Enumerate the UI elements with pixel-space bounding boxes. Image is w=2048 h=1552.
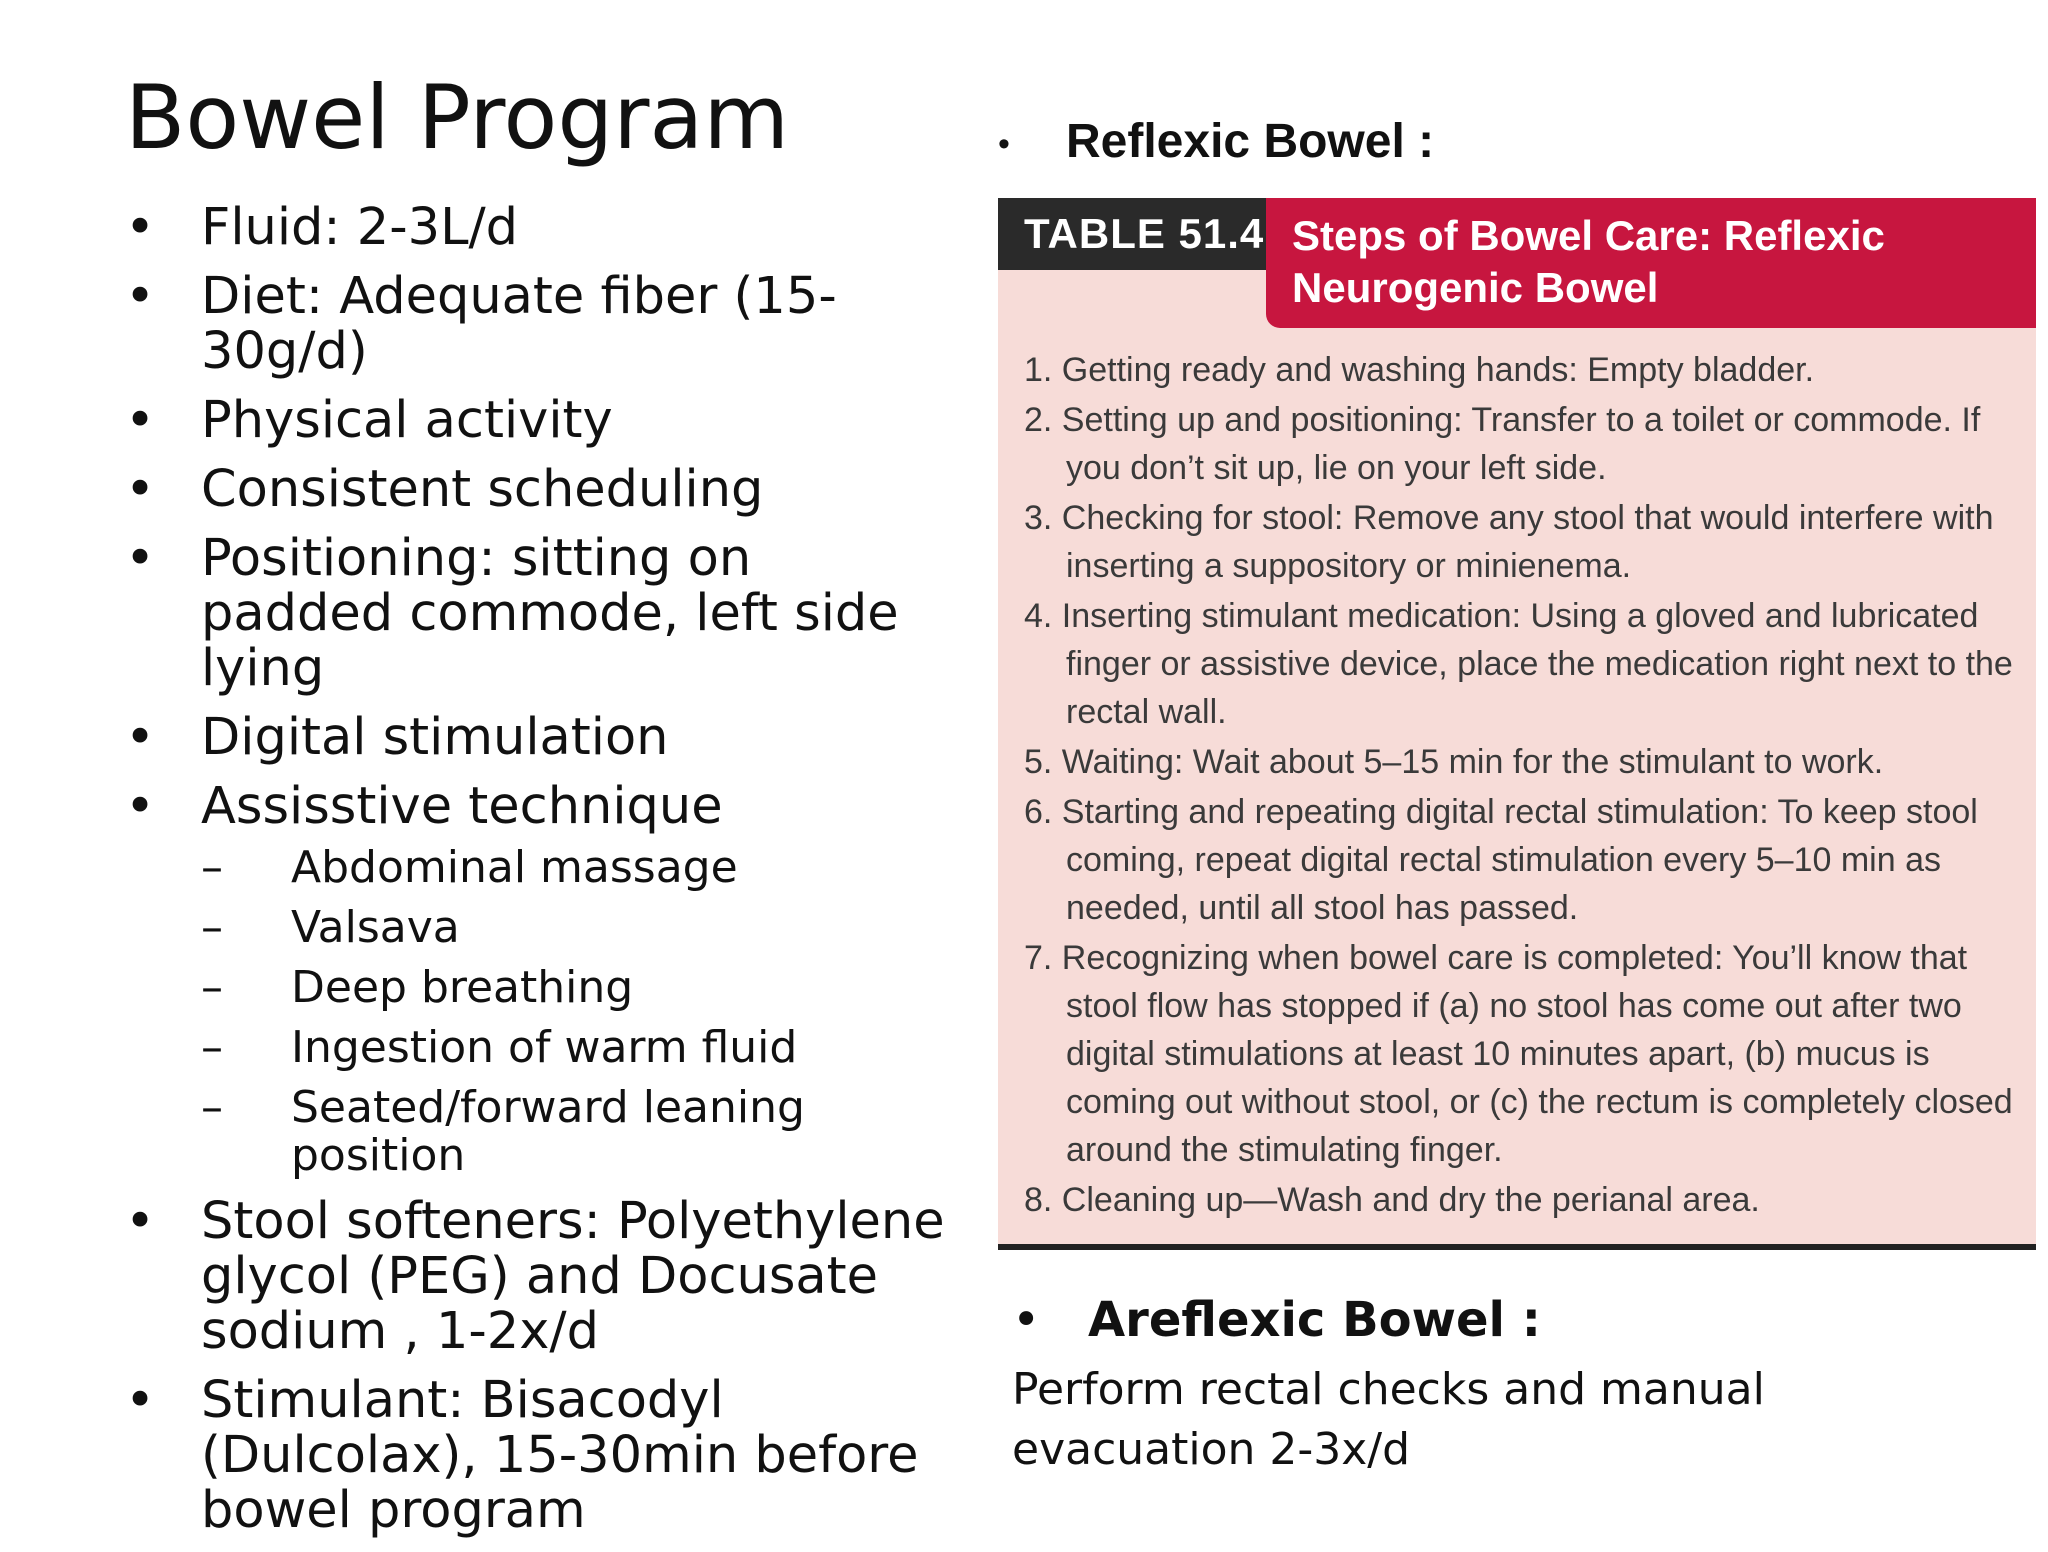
bullet-icon: •	[125, 529, 156, 588]
dash-icon: –	[201, 1082, 223, 1133]
list-item-activity	[125, 393, 955, 448]
bullet-icon: •	[998, 125, 1010, 164]
areflexic-heading	[1012, 1290, 1541, 1350]
list-item-text: Stimulant: Bisacodyl (Dulcolax), 15-30min before bowel program	[201, 1371, 919, 1540]
reflexic-heading-text: Reflexic Bowel :	[1066, 115, 1435, 168]
list-item-assistive-technique	[125, 779, 955, 1180]
reflexic-heading	[998, 112, 1434, 174]
sub-item	[201, 844, 955, 892]
list-item-scheduling	[125, 462, 955, 517]
sub-item-text: Deep breathing	[291, 962, 634, 1013]
table-step: 4. Inserting stimulant medication: Using a gloved and lubricated finger or assistive device, place the medication right next to the rectal wall.	[1024, 597, 2013, 731]
table-label: TABLE 51.4	[998, 198, 1266, 270]
list-item-text: Diet: Adequate fiber (15-30g/d)	[201, 267, 837, 381]
table-title: Steps of Bowel Care: Reflexic Neurogenic Bowel	[1266, 198, 2036, 328]
bullet-icon: •	[125, 1371, 156, 1430]
sub-item	[201, 964, 955, 1012]
sub-item	[201, 904, 955, 952]
bullet-icon: •	[125, 1192, 156, 1251]
list-item-text: Positioning: sitting on padded commode, left side lying	[201, 529, 899, 698]
list-item-stool-softeners	[125, 1194, 955, 1359]
list-item-text: Assisstive technique	[201, 777, 723, 836]
bullet-icon: •	[125, 267, 156, 326]
sub-item-text: Valsava	[291, 902, 460, 953]
dash-icon: –	[201, 1022, 223, 1073]
list-item-fluid	[125, 200, 955, 255]
list-item-text: Digital stimulation	[201, 708, 669, 767]
bullet-icon: •	[125, 708, 156, 767]
list-item-text: Stool softeners: Polyethylene glycol (PEG) and Docusate sodium , 1-2x/d	[201, 1192, 945, 1361]
sub-item-text: Seated/forward leaning position	[291, 1082, 805, 1181]
table-step: 2. Setting up and positioning: Transfer to a toilet or commode. If you don’t sit up, lie on your left side.	[1024, 401, 1981, 487]
table-steps	[1024, 346, 2014, 1226]
dash-icon: –	[201, 842, 223, 893]
sub-item	[201, 1024, 955, 1072]
list-item-stimulant	[125, 1373, 955, 1538]
list-item-text: Physical activity	[201, 391, 613, 450]
table-step: 3. Checking for stool: Remove any stool that would interfere with inserting a suppository or minienema.	[1024, 499, 1994, 585]
list-item-positioning	[125, 531, 955, 696]
bullet-icon: •	[1012, 1292, 1041, 1348]
sub-item-text: Abdominal massage	[291, 842, 738, 893]
bullet-icon: •	[125, 460, 156, 519]
dash-icon: –	[201, 962, 223, 1013]
table-step: 7. Recognizing when bowel care is completed: You’ll know that stool flow has stopped if (a) no stool has come out after two digital stimulations at least 10 minutes apart, (b) mucus is coming out without stool, or (c) the rectum is completely closed around the stimulating finger.	[1024, 939, 2013, 1169]
dash-icon: –	[201, 902, 223, 953]
areflexic-description: Perform rectal checks and manual evacuation 2-3x/d	[1012, 1364, 1765, 1475]
table-step: 5. Waiting: Wait about 5–15 min for the stimulant to work.	[1024, 743, 1884, 781]
table-step: 6. Starting and repeating digital rectal stimulation: To keep stool coming, repeat digital rectal stimulation every 5–10 min as needed, until all stool has passed.	[1024, 793, 1978, 927]
table-step: 8. Cleaning up—Wash and dry the perianal area.	[1024, 1181, 1760, 1219]
assistive-sub-list	[201, 844, 955, 1180]
bowel-program-list	[125, 200, 955, 1552]
bullet-icon: •	[125, 198, 156, 257]
bullet-icon: •	[125, 777, 156, 836]
list-item-text: Fluid: 2-3L/d	[201, 198, 519, 257]
sub-item-text: Ingestion of warm fluid	[291, 1022, 798, 1073]
slide-title: Bowel Program	[125, 66, 790, 169]
sub-item	[201, 1084, 955, 1180]
list-item-text: Consistent scheduling	[201, 460, 764, 519]
bullet-icon: •	[125, 391, 156, 450]
areflexic-heading-text: Areflexic Bowel :	[1088, 1292, 1541, 1348]
bowel-care-table	[998, 198, 2036, 1250]
table-step: 1. Getting ready and washing hands: Empty bladder.	[1024, 351, 1815, 389]
list-item-diet	[125, 269, 955, 379]
list-item-digital-stimulation	[125, 710, 955, 765]
